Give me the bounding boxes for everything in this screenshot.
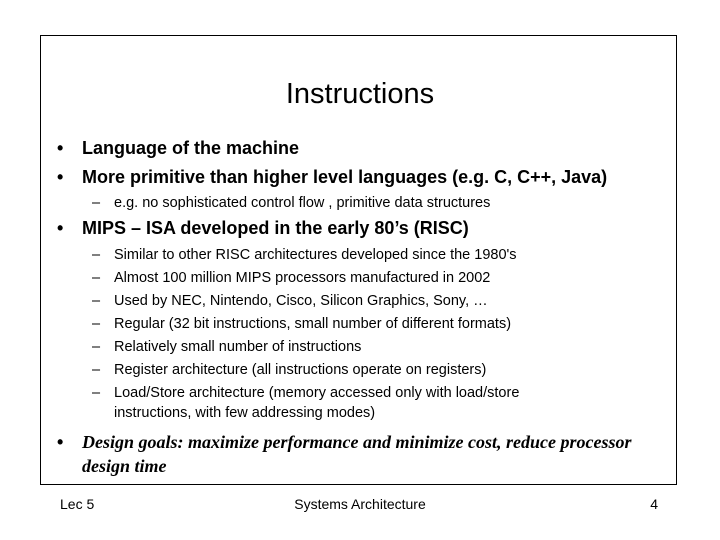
bullet-dot: • <box>57 138 64 158</box>
bullet-text: MIPS – ISA developed in the early 80’s (RISC) <box>82 218 469 238</box>
bullet-dot: • <box>57 167 64 187</box>
sub-dash: – <box>92 316 101 332</box>
sub-dash: – <box>92 339 101 355</box>
footer-page-number: 4 <box>650 496 658 512</box>
sub-item-used-by: Used by NEC, Nintendo, Cisco, Silicon Graphics, Sony, … <box>114 293 488 309</box>
sub-item-load-store-continued: instructions, with few addressing modes) <box>114 405 376 421</box>
bullet-text: More primitive than higher level languages (e.g. C, C++, Java) <box>82 167 608 187</box>
bullet-text: Language of the machine <box>82 138 300 158</box>
sub-item-small-number: Relatively small number of instructions <box>114 339 362 355</box>
sub-item-register-architecture: Register architecture (all instructions operate on registers) <box>114 362 487 378</box>
sub-item-regular: Regular (32 bit instructions, small number of different formats) <box>114 316 512 332</box>
bullet-design-goals: Design goals: maximize performance and minimize cost, reduce processor design time <box>82 432 632 476</box>
footer-lecture: Lec 5 <box>60 496 95 512</box>
sub-dash: – <box>92 195 101 211</box>
slide-title: Instructions <box>285 78 435 110</box>
footer-course-title: Systems Architecture <box>294 496 426 512</box>
sub-item-note: e.g. no sophisticated control flow , primitive data structures <box>114 195 491 211</box>
bullet-more-primitive <box>57 165 607 189</box>
sub-dash: – <box>92 293 101 309</box>
bullet-dot: • <box>57 218 64 238</box>
bullet-mips-isa <box>57 216 469 240</box>
sub-dash: – <box>92 385 101 401</box>
sub-item-similar-risc: Similar to other RISC architectures developed since the 1980's <box>114 247 517 263</box>
sub-item-load-store: Load/Store architecture (memory accessed only with load/store <box>114 385 520 401</box>
sub-dash: – <box>92 247 101 263</box>
bullet-language-of-machine <box>57 136 299 160</box>
bullet-dot: • <box>57 432 64 452</box>
sub-item-processors-manufactured: Almost 100 million MIPS processors manufactured in 2002 <box>114 270 491 286</box>
sub-dash: – <box>92 270 101 286</box>
sub-dash: – <box>92 362 101 378</box>
